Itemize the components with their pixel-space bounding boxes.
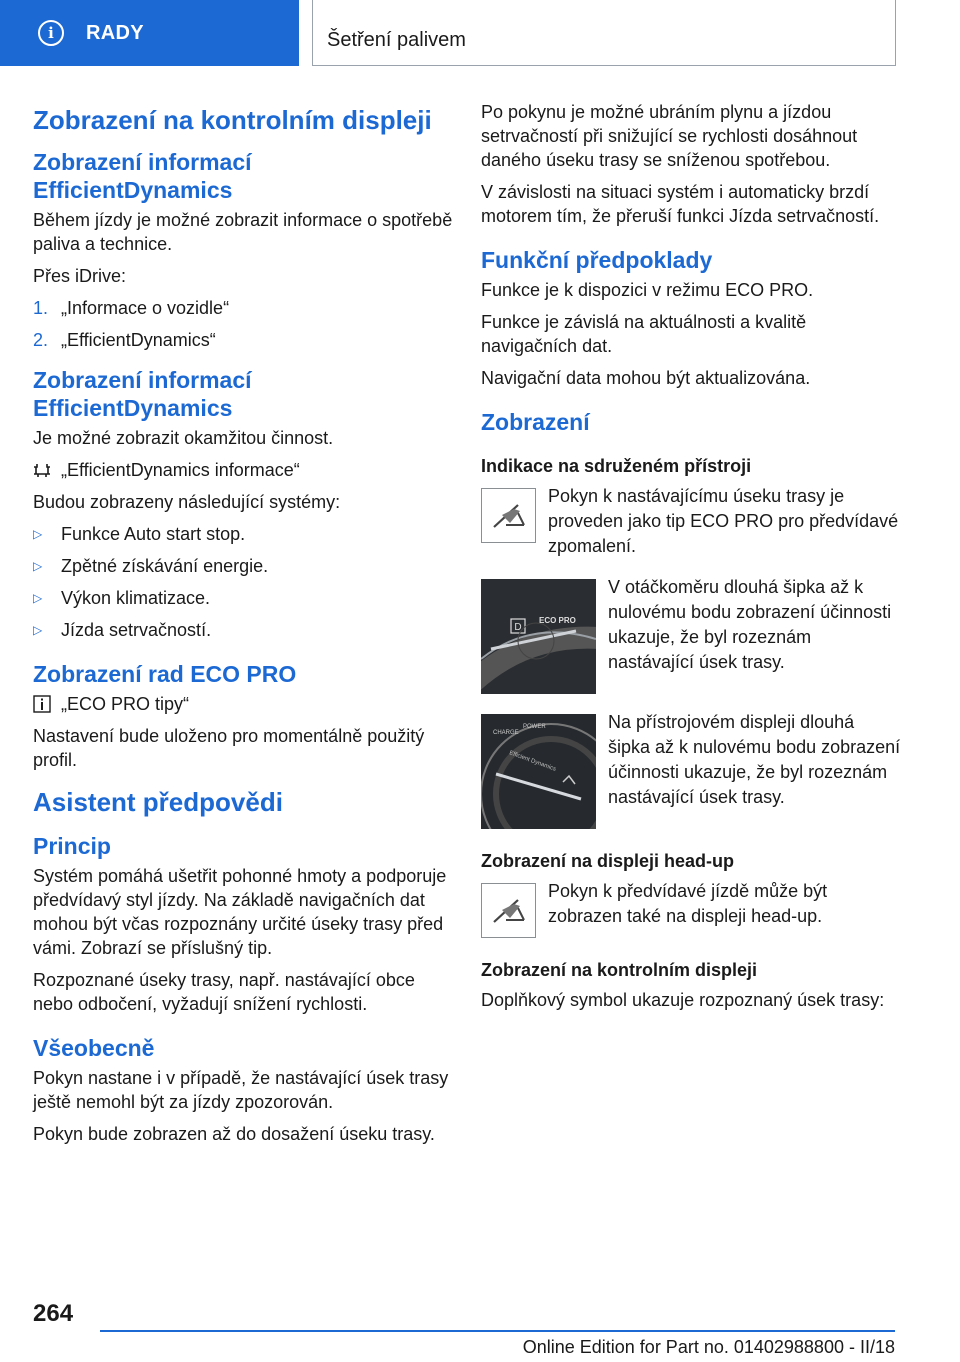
left-column <box>33 100 453 1154</box>
paragraph-control: Doplňkový symbol ukazuje rozpoznaný úsek trasy: <box>481 990 885 1010</box>
paragraph-r1: Po pokynu je možné ubráním plynu a jízdou setrvačností při snižující se rychlosti dosáhnout daného úseku trasy se sníženou spotřebou. <box>481 102 858 170</box>
car-menu-icon <box>33 460 61 480</box>
systems-list <box>33 522 453 642</box>
footer-edition: Online Edition for Part no. 01402988800 - II/18 <box>522 1337 895 1357</box>
heading-principle: Princip <box>33 833 111 859</box>
heading-requirements: Funkční předpoklady <box>481 247 713 273</box>
heading-tips: Zobrazení rad ECO PRO <box>33 661 297 687</box>
eco-pro-label: ECO PRO <box>539 616 576 625</box>
heading-assist: Asistent předpovědi <box>33 787 283 817</box>
paragraph-info1: Během jízdy je možné zobrazit informace o spotřebě paliva a technice. <box>33 210 453 254</box>
paragraph-req3: Navigační data mohou být aktualizována. <box>481 368 811 388</box>
paragraph-systems: Budou zobrazeny následující systémy: <box>33 492 341 512</box>
footer-divider <box>100 1330 895 1332</box>
figure-cluster-tip: Pokyn k nastávajícímu úseku trasy je proveden jako tip ECO PRO pro předvídavé zpomalení. <box>481 484 901 559</box>
list-item: ▷ Funkce Auto start stop. <box>33 524 246 544</box>
heading-control: Zobrazení na kontrolním displeji <box>481 960 758 980</box>
list-item: ▷ Zpětné získávání energie. <box>33 556 269 576</box>
charge-label: CHARGE <box>493 730 519 736</box>
triangle-bullet-icon: ▷ <box>33 623 43 637</box>
triangle-bullet-icon: ▷ <box>33 591 43 605</box>
triangle-bullet-icon: ▷ <box>33 559 43 573</box>
section-tab[interactable] <box>0 0 299 66</box>
eco-coasting-icon <box>481 883 536 938</box>
paragraph-req2: Funkce je závislá na aktuálnosti a kvalitě navigačních dat. <box>481 312 807 356</box>
steps-list <box>33 296 453 352</box>
paragraph-principle2: Rozpoznané úseky trasy, např. nastávající obce nebo odbočení, vyžadují snížení rychlosti. <box>33 970 415 1014</box>
paragraph-tips: Nastavení bude uloženo pro momentálně použitý profil. <box>33 726 425 770</box>
list-item: ▷ Výkon klimatizace. <box>33 588 211 608</box>
section-label: RADY <box>86 21 144 44</box>
paragraph-idrive: Přes iDrive: <box>33 266 127 286</box>
right-column <box>481 100 901 1020</box>
efficient-dynamics-label: Efficient Dynamics <box>508 750 557 773</box>
menu-path-tips: „ECO PRO tipy“ <box>33 692 453 716</box>
instrument-display-image <box>481 714 596 829</box>
paragraph-general2: Pokyn bude zobrazen až do dosažení úseku trasy. <box>33 1124 435 1144</box>
heading-general: Všeobecně <box>33 1035 155 1061</box>
tachometer-image <box>481 579 596 694</box>
page-number: 264 <box>33 1300 74 1327</box>
eco-coasting-icon <box>481 488 536 543</box>
paragraph-info2: Je možné zobrazit okamžitou činnost. <box>33 428 334 448</box>
heading-info1: Zobrazení informací EfficientDynamics <box>33 149 252 203</box>
heading-hud: Zobrazení na displeji head-up <box>481 851 735 871</box>
triangle-bullet-icon: ▷ <box>33 527 43 541</box>
chapter-header <box>312 0 896 66</box>
heading-display: Zobrazení na kontrolním displeji <box>33 105 432 135</box>
gear-indicator-label: D <box>514 622 522 633</box>
menu-path-info: „EfficientDynamics informace“ <box>33 458 453 482</box>
chapter-title: Šetření palivem <box>327 29 466 51</box>
list-item: 1. „Informace o vozidle“ <box>33 298 230 318</box>
figure-instrument-display: CHARGE POWER Efficient Dynamics Na přístrojovém displeji dlouhá šipka až k nulovému bodu zobrazení účinnosti ukazuje, že byl rozeznám nastávající úsek trasy. <box>481 710 901 829</box>
heading-display-r: Zobrazení <box>481 409 590 435</box>
power-label: POWER <box>523 724 546 730</box>
paragraph-r2: V závislosti na situaci systém i automaticky brzdí motorem tím, že přeruší funkci Jízda setrvačností. <box>481 182 880 226</box>
figure-tachometer: D ECO PRO V otáčkoměru dlouhá šipka až k nulovému bodu zobrazení účinnosti ukazuje, že byl rozeznám nastávající úsek trasy. <box>481 575 901 694</box>
info-icon: i <box>38 20 64 46</box>
list-item: ▷ Jízda setrvačností. <box>33 620 212 640</box>
paragraph-general1: Pokyn nastane i v případě, že nastávající úsek trasy ještě nemohl být za jízdy zpozorován. <box>33 1068 449 1112</box>
heading-cluster: Indikace na sdruženém přístroji <box>481 456 752 476</box>
heading-info2: Zobrazení informací EfficientDynamics <box>33 367 252 421</box>
paragraph-req1: Funkce je k dispozici v režimu ECO PRO. <box>481 280 814 300</box>
info-box-icon <box>33 694 61 714</box>
paragraph-principle1: Systém pomáhá ušetřit pohonné hmoty a podporuje předvídavý styl jízdy. Na základě navigačních dat mohou být včas rozpoznány určité úseky trasy před vámi. Zobrazí se příslušný tip. <box>33 866 447 958</box>
list-item: 2. „EfficientDynamics“ <box>33 330 216 350</box>
figure-hud-tip: Pokyn k předvídavé jízdě může být zobrazen také na displeji head-up. <box>481 879 901 938</box>
